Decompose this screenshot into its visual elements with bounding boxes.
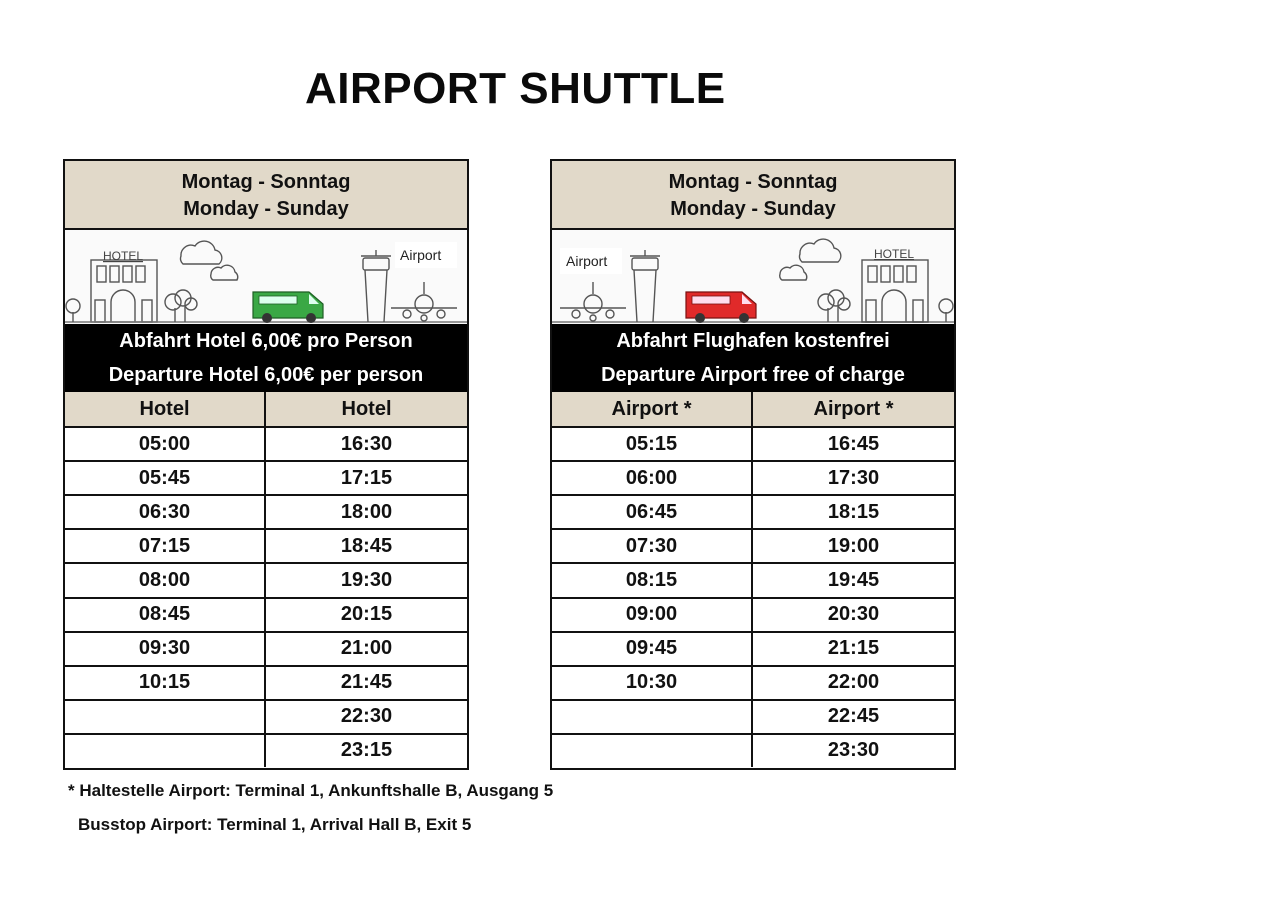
cloud-icon (780, 239, 841, 280)
departure-banner (552, 324, 954, 392)
departure-banner (65, 324, 467, 392)
departure-time-cell: 16:45 (753, 426, 954, 460)
tree-icon (66, 290, 197, 322)
days-header (552, 161, 954, 230)
departure-time-cell: 08:00 (65, 562, 266, 596)
timetable-hotel-departure (63, 159, 469, 770)
departure-time-cell (65, 733, 266, 767)
departure-time-cell: 06:00 (552, 460, 753, 494)
hotel-sign: HOTEL (874, 247, 915, 261)
departure-time-cell: 06:30 (65, 494, 266, 528)
departure-time-cell: 09:00 (552, 597, 753, 631)
footnote-de: * Haltestelle Airport: Terminal 1, Ankunftshalle B, Ausgang 5 (68, 781, 554, 800)
departure-time-cell: 05:00 (65, 426, 266, 460)
shuttle-illustration (65, 230, 467, 324)
departure-time-cell: 10:30 (552, 665, 753, 699)
days-header (65, 161, 467, 230)
footnote-en: Busstop Airport: Terminal 1, Arrival Hall B, Exit 5 (78, 815, 472, 834)
departure-time-cell: 06:45 (552, 494, 753, 528)
departure-time-cell: 05:45 (65, 460, 266, 494)
departure-time-cell: 22:00 (753, 665, 954, 699)
departure-time-cell: 21:45 (266, 665, 467, 699)
airplane-icon (391, 282, 457, 321)
shuttle-van-icon (253, 292, 323, 323)
airport-sign: Airport (400, 247, 442, 263)
departure-time-cell: 22:45 (753, 699, 954, 733)
departure-time-cell: 09:45 (552, 631, 753, 665)
departure-time-cell: 19:30 (266, 562, 467, 596)
column-header: Airport * (753, 392, 954, 426)
column-header: Hotel (266, 392, 467, 426)
departure-time-cell: 21:15 (753, 631, 954, 665)
departure-time-cell (65, 699, 266, 733)
departure-time-cell: 23:30 (753, 733, 954, 767)
days-de: Montag - Sonntag (668, 171, 838, 193)
column-header: Hotel (65, 392, 266, 426)
departure-time-cell: 17:15 (266, 460, 467, 494)
departure-time-cell: 22:30 (266, 699, 467, 733)
tree-icon (818, 290, 953, 322)
departure-time-cell: 20:15 (266, 597, 467, 631)
departure-time-cell: 16:30 (266, 426, 467, 460)
departure-time-cell: 20:30 (753, 597, 954, 631)
timetable-grid (65, 392, 467, 767)
timetable-airport-departure (550, 159, 956, 770)
shuttle-illustration (552, 230, 954, 324)
shuttle-van-icon (686, 292, 756, 323)
airplane-icon (560, 282, 626, 321)
departure-time-cell: 05:15 (552, 426, 753, 460)
cloud-icon (180, 241, 237, 280)
departure-time-cell: 10:15 (65, 665, 266, 699)
hotel-building-icon (862, 260, 928, 322)
column-header: Airport * (552, 392, 753, 426)
departure-time-cell: 07:15 (65, 528, 266, 562)
days-en: Monday - Sunday (183, 198, 349, 220)
days-de: Montag - Sonntag (181, 171, 351, 193)
control-tower-icon (361, 250, 391, 322)
departure-time-cell: 21:00 (266, 631, 467, 665)
departure-time-cell: 07:30 (552, 528, 753, 562)
departure-time-cell: 18:00 (266, 494, 467, 528)
departure-en: Departure Hotel 6,00€ per person (108, 364, 424, 386)
departure-de: Abfahrt Hotel 6,00€ pro Person (119, 330, 413, 352)
timetable-grid (552, 392, 954, 767)
departure-time-cell: 23:15 (266, 733, 467, 767)
hotel-sign: HOTEL (103, 249, 144, 263)
departure-time-cell (552, 733, 753, 767)
departure-time-cell: 09:30 (65, 631, 266, 665)
days-en: Monday - Sunday (670, 198, 836, 220)
departure-time-cell: 19:45 (753, 562, 954, 596)
departure-de: Abfahrt Flughafen kostenfrei (616, 330, 890, 352)
departure-time-cell: 18:15 (753, 494, 954, 528)
departure-time-cell: 18:45 (266, 528, 467, 562)
control-tower-icon (630, 250, 660, 322)
airport-sign: Airport (566, 253, 608, 269)
departure-time-cell: 08:15 (552, 562, 753, 596)
departure-time-cell: 19:00 (753, 528, 954, 562)
departure-en: Departure Airport free of charge (601, 364, 905, 386)
departure-time-cell: 17:30 (753, 460, 954, 494)
departure-time-cell (552, 699, 753, 733)
departure-time-cell: 08:45 (65, 597, 266, 631)
page-title: AIRPORT SHUTTLE (305, 64, 726, 113)
